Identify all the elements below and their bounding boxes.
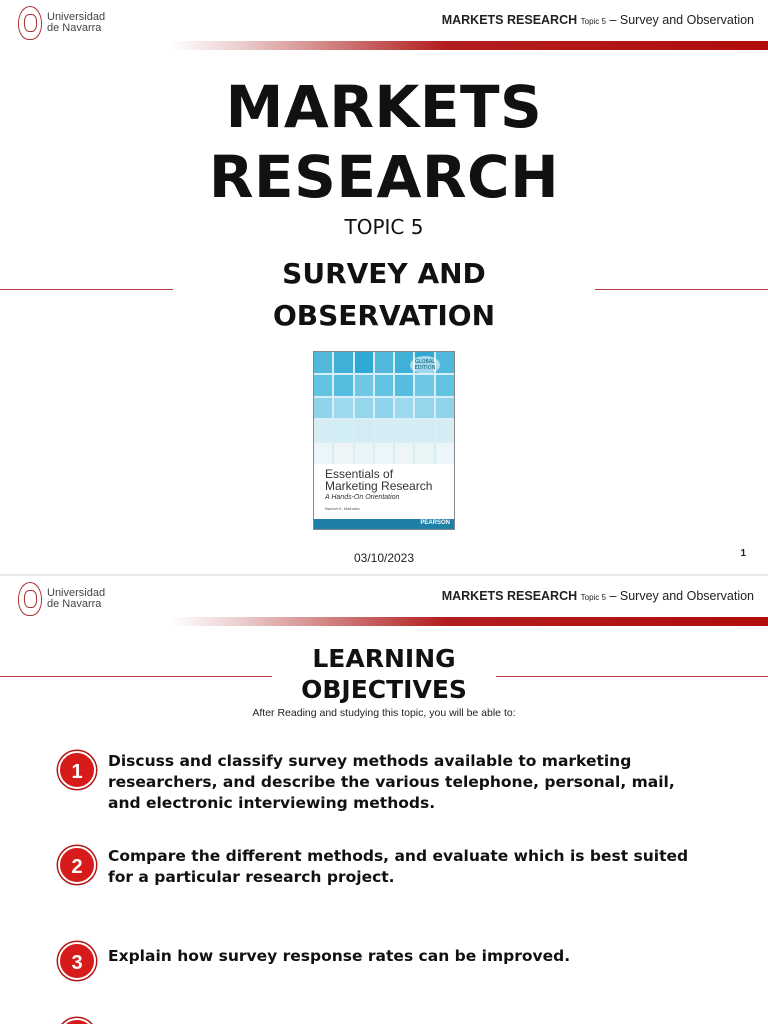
cover-tile: [395, 375, 413, 396]
global-edition-badge: GLOBAL EDITION: [410, 356, 440, 374]
main-title: [0, 72, 768, 212]
logo-line-1: Universidad: [47, 11, 106, 23]
header-topic-small: Topic 5: [580, 593, 606, 602]
cover-tile: [375, 420, 393, 441]
subtitle-line-2: OBSERVATION: [272, 299, 496, 332]
header-gradient-bar: [0, 617, 768, 626]
objectives-intro: After Reading and studying this topic, you will be able to:: [252, 707, 516, 719]
objective-number-badge: 3: [58, 942, 96, 980]
cover-tile: [375, 375, 393, 396]
header-course: MARKETS RESEARCH: [441, 589, 578, 603]
university-logo: [18, 6, 105, 40]
objective-text: Compare the different methods, and evaluate which is best suited for a particular research project.: [108, 847, 689, 886]
lo-title-line-1: LEARNING: [312, 644, 456, 673]
university-seal-icon: [18, 582, 42, 616]
cover-tile: [314, 375, 332, 396]
slide-header: [442, 13, 754, 27]
cover-tile: [334, 443, 352, 464]
cover-tile: [395, 443, 413, 464]
learning-objectives-title: [0, 643, 768, 705]
book-author: Naresh K. Malhotra: [325, 506, 360, 511]
cover-tile: [334, 375, 352, 396]
logo-line-2: de Navarra: [47, 22, 102, 34]
topic-label: TOPIC 5: [344, 215, 424, 239]
cover-tile: [436, 420, 454, 441]
cover-tile: [355, 420, 373, 441]
cover-tile: [334, 398, 352, 419]
main-title-line-1: MARKETS: [225, 73, 543, 141]
book-title-line-1: Essentials of: [325, 467, 394, 481]
slide-header: [442, 589, 754, 603]
cover-tile: [355, 398, 373, 419]
cover-tile: [334, 352, 352, 373]
header-gradient-bar: [0, 41, 768, 50]
cover-tile: [334, 420, 352, 441]
cover-tile: [436, 398, 454, 419]
main-title-line-2: RESEARCH: [208, 143, 560, 211]
slide-2: [0, 576, 768, 1024]
cover-tile: [415, 443, 433, 464]
objective-number-badge: 2: [58, 846, 96, 884]
cover-tile: [375, 443, 393, 464]
objective-item: [58, 942, 698, 980]
logo-line-2: de Navarra: [47, 598, 102, 610]
cover-tile: [314, 352, 332, 373]
book-title-line-2: Marketing Research: [325, 479, 433, 493]
subtitle: [0, 253, 768, 337]
cover-tile: [375, 352, 393, 373]
objective-item: [58, 751, 698, 814]
book-title: [325, 468, 432, 492]
objective-number-badge-partial: [58, 1018, 96, 1024]
cover-tile: [395, 420, 413, 441]
page-number: 1: [740, 548, 746, 559]
cover-tile: [355, 443, 373, 464]
objective-text: Discuss and classify survey methods available to marketing researchers, and describe the various telephone, personal, mail, and electronic interviewing methods.: [108, 752, 675, 812]
cover-tile: [314, 443, 332, 464]
objective-text: Explain how survey response rates can be improved.: [108, 947, 571, 965]
book-subtitle: A Hands-On Orientation: [325, 494, 400, 501]
cover-tile: [375, 398, 393, 419]
cover-tile: [314, 398, 332, 419]
university-logo: [18, 582, 105, 616]
logo-line-1: Universidad: [47, 587, 106, 599]
university-seal-icon: [18, 6, 42, 40]
book-cover-image: [313, 351, 455, 530]
subtitle-line-1: SURVEY AND: [282, 257, 486, 290]
cover-tile: [415, 420, 433, 441]
book-publisher: PEARSON: [420, 520, 450, 526]
cover-tile: [436, 443, 454, 464]
objective-item: [58, 846, 698, 888]
cover-tile: [436, 375, 454, 396]
lo-title-line-2: OBJECTIVES: [301, 675, 467, 704]
objective-item-partial: [58, 1018, 96, 1024]
book-publisher-band: [314, 519, 454, 529]
header-topic-small: Topic 5: [580, 17, 606, 26]
header-topic-rest: – Survey and Observation: [606, 13, 754, 27]
cover-tile: [355, 352, 373, 373]
cover-tile: [415, 398, 433, 419]
header-topic-rest: – Survey and Observation: [606, 589, 754, 603]
cover-tile: [314, 420, 332, 441]
cover-tile: [395, 398, 413, 419]
cover-tile: [415, 375, 433, 396]
slide-date: 03/10/2023: [353, 551, 415, 565]
header-course: MARKETS RESEARCH: [441, 13, 578, 27]
objective-number-badge: 1: [58, 751, 96, 789]
cover-tile: [355, 375, 373, 396]
